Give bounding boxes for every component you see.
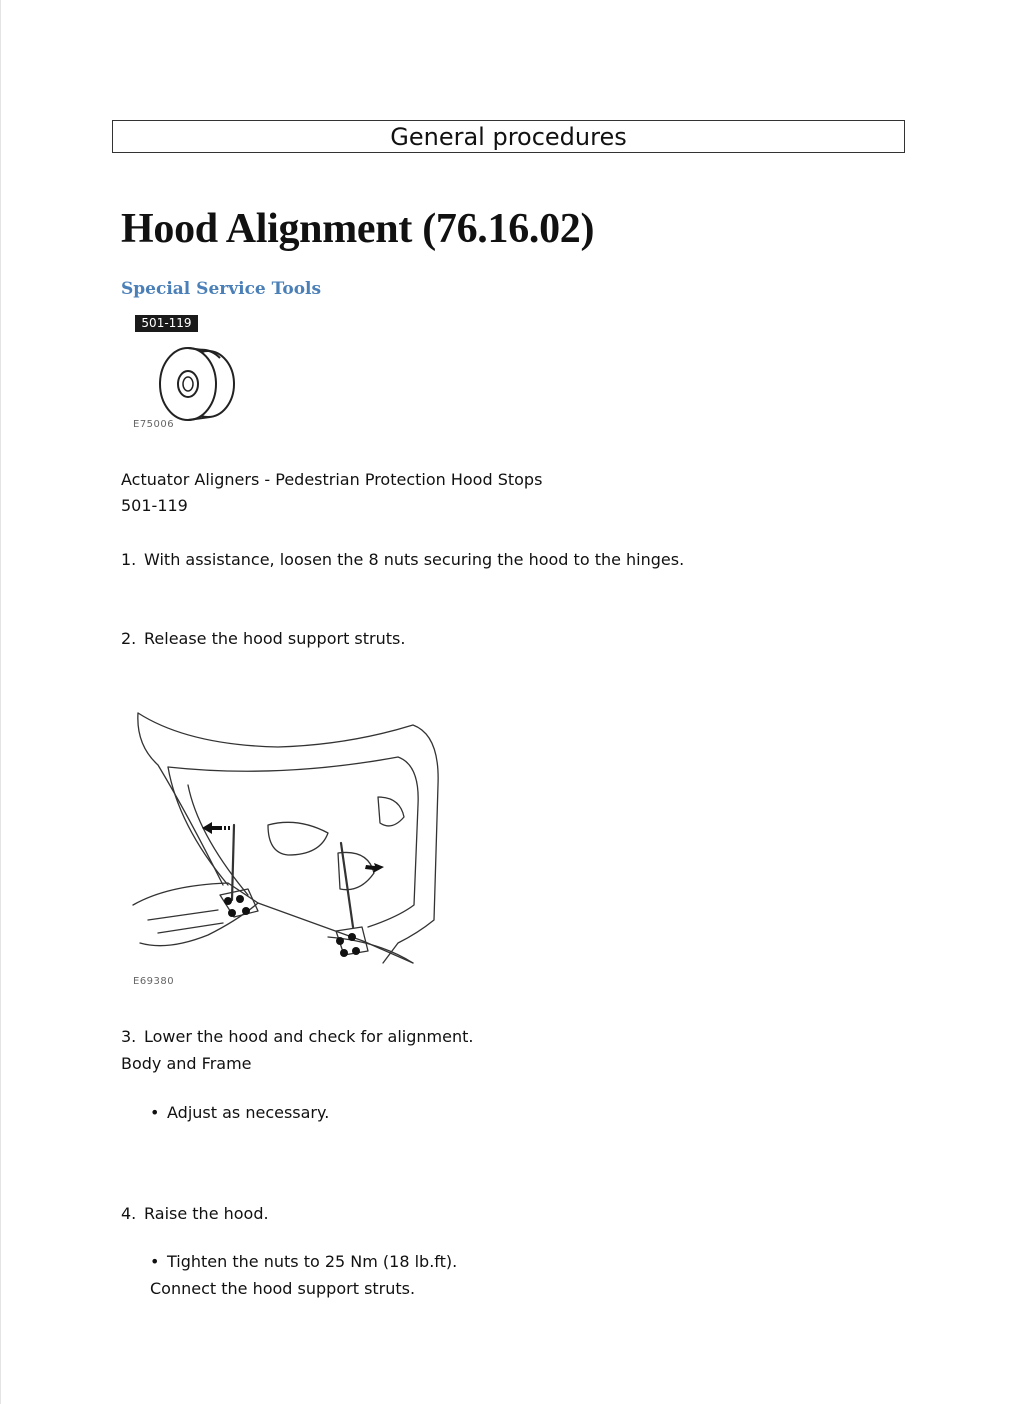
nut-4 (242, 907, 250, 915)
bullet-icon: • (150, 1252, 160, 1271)
release-arrow-right-icon (365, 863, 384, 873)
tool-name: Actuator Aligners - Pedestrian Protection Hood Stops (121, 470, 543, 489)
step-3-bullet (150, 1100, 329, 1126)
hood-strut-left (232, 825, 234, 900)
step-3-number: 3. (121, 1027, 137, 1046)
tool-hub-inner (183, 377, 193, 391)
nut-1 (224, 897, 232, 905)
nut-7 (340, 949, 348, 957)
page-title: Hood Alignment (76.16.02) (121, 206, 595, 252)
step-2 (121, 626, 405, 652)
tool-number: 501-119 (121, 496, 188, 515)
hood-panel-cutout-3 (378, 797, 404, 826)
step-4 (121, 1201, 269, 1227)
step-4-bullet (150, 1249, 457, 1275)
hood-inner-panel (168, 757, 418, 927)
hood-outline (138, 713, 438, 963)
step-1-text: With assistance, loosen the 8 nuts securing the hood to the hinges. (144, 550, 685, 569)
nut-8 (352, 947, 360, 955)
tool-number-tag: 501-119 (135, 315, 198, 332)
step-4-note: Connect the hood support struts. (150, 1279, 416, 1298)
nut-2 (236, 895, 244, 903)
hood-strut-right (341, 843, 353, 927)
hood-figure-code: E69380 (133, 976, 175, 987)
hood-illustration (128, 705, 446, 977)
step-3-bullet-text: Adjust as necessary. (167, 1103, 330, 1122)
special-service-tools-heading: Special Service Tools (121, 279, 322, 299)
tool-figure-code: E75006 (133, 419, 175, 430)
bullet-icon: • (150, 1103, 160, 1122)
step-4-bullet-text: Tighten the nuts to 25 Nm (18 lb.ft). (167, 1252, 458, 1271)
hood-left-edge (138, 713, 223, 885)
step-1 (121, 547, 684, 573)
step-4-number: 4. (121, 1204, 137, 1223)
hood-rib (188, 785, 248, 895)
step-3-note: Body and Frame (121, 1054, 252, 1073)
step-2-text: Release the hood support struts. (144, 629, 406, 648)
nut-5 (336, 937, 344, 945)
step-4-text: Raise the hood. (144, 1204, 269, 1223)
engine-bay-left (133, 883, 258, 946)
step-1-number: 1. (121, 550, 137, 569)
nut-6 (348, 933, 356, 941)
page-edge (0, 0, 1, 1404)
hood-panel-cutout-1 (268, 822, 328, 855)
engine-bay-lines (148, 903, 413, 963)
section-header-label: General procedures (390, 122, 627, 151)
nut-3 (228, 909, 236, 917)
step-3 (121, 1024, 473, 1050)
step-3-text: Lower the hood and check for alignment. (144, 1027, 474, 1046)
section-header (112, 120, 905, 153)
step-2-number: 2. (121, 629, 137, 648)
